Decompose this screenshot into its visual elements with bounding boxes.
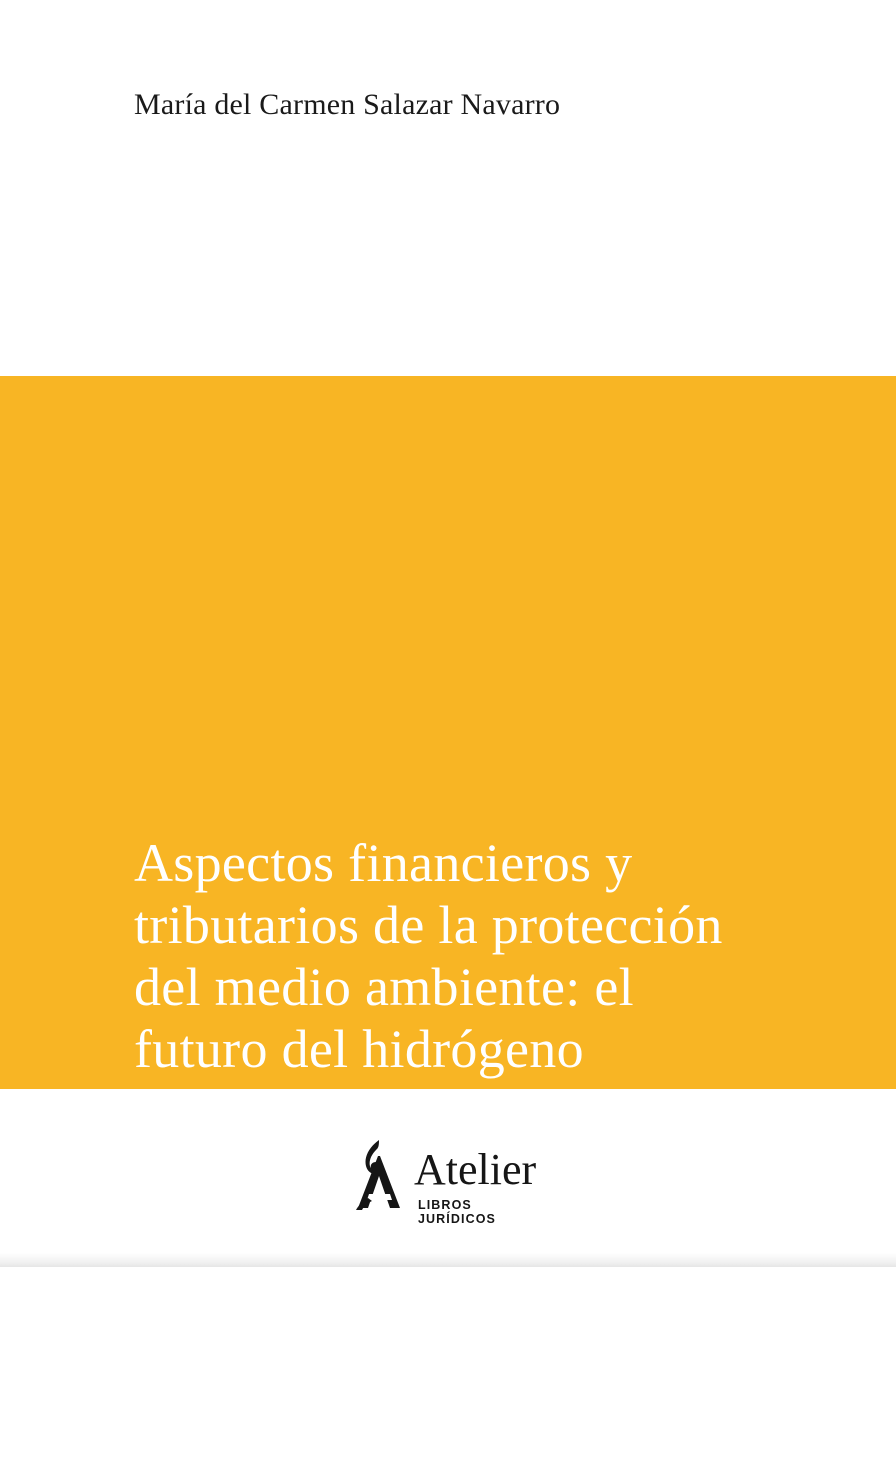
publisher-tagline: LIBROS JURÍDICOS (418, 1198, 496, 1226)
page-bottom-edge (0, 1253, 896, 1267)
publisher-logo (348, 1138, 548, 1230)
collection-label (772, 1222, 792, 1332)
author-name: María del Carmen Salazar Navarro (134, 88, 561, 121)
atelier-a-lamp-logo-icon (348, 1138, 410, 1212)
title-color-band (0, 376, 896, 1141)
publisher-name: Atelier (414, 1145, 537, 1194)
book-title: Aspectos financieros y tributarios de la protección del medio ambiente: el futuro del hidrógeno renovable (134, 833, 723, 1141)
